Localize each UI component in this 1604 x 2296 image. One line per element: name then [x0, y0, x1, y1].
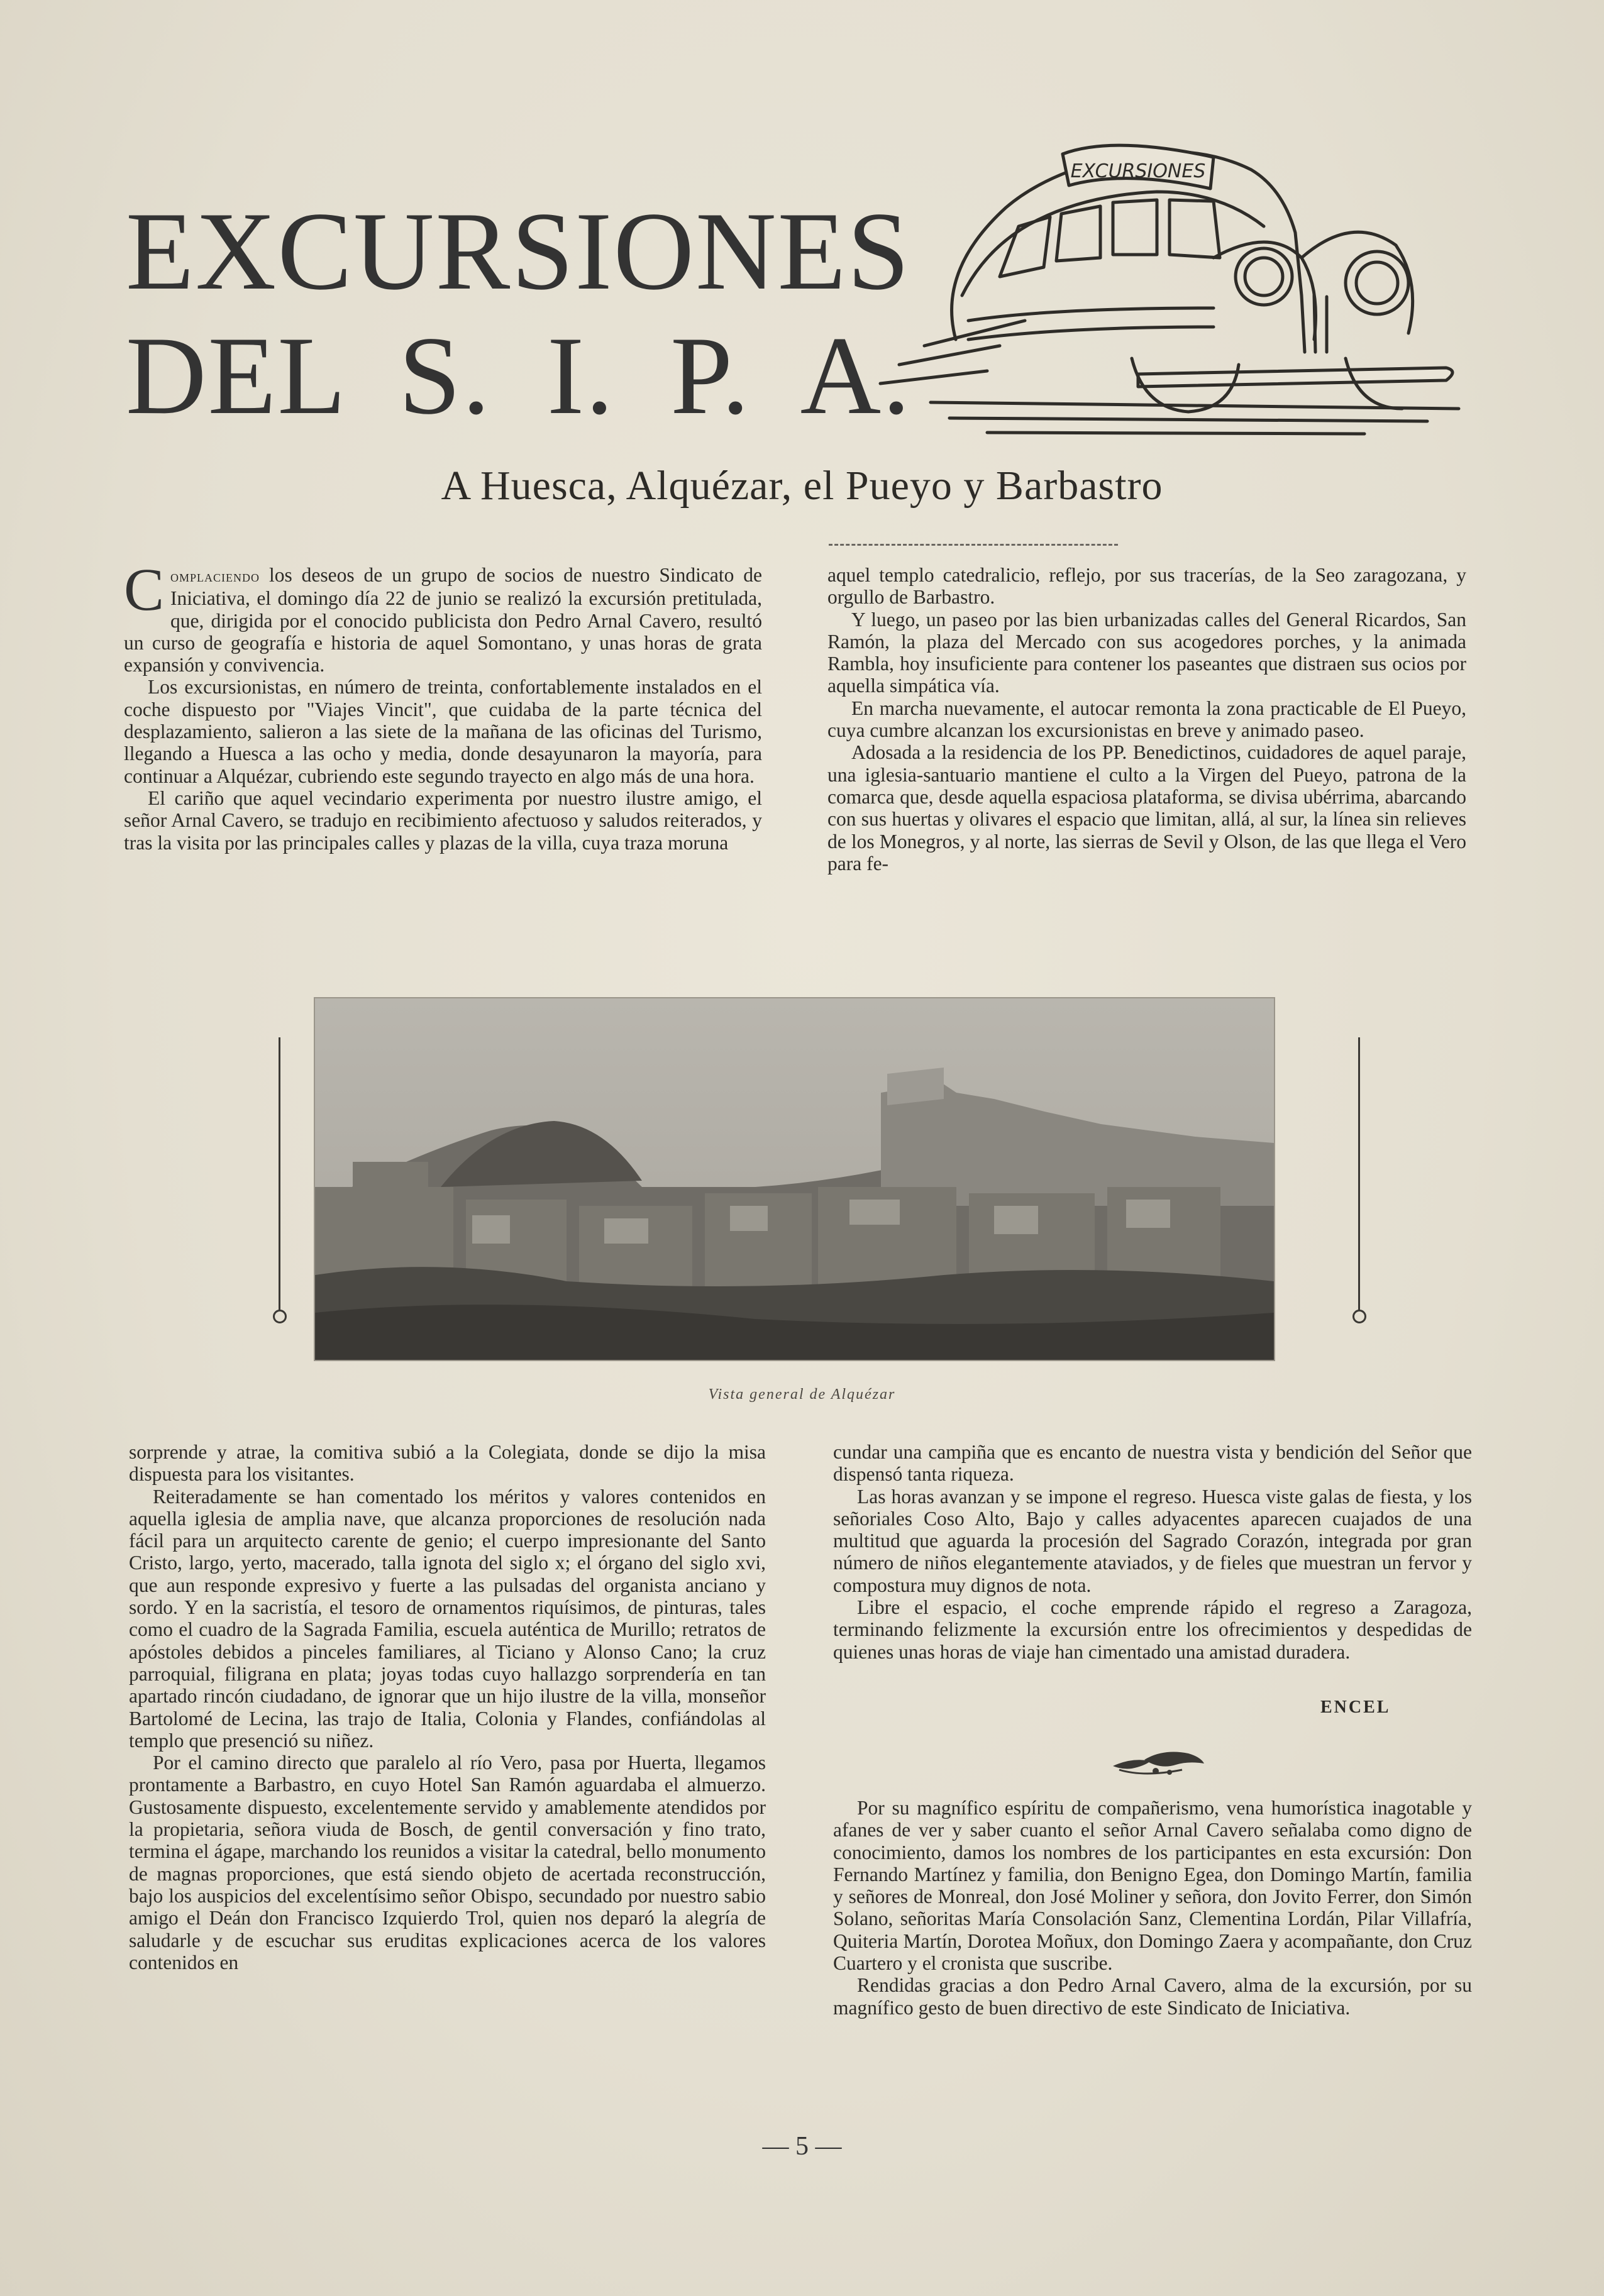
- paragraph: aquel templo catedralicio, reflejo, por sus tracerías, de la Seo zaragozana, y orgullo de Barbastro.: [827, 564, 1466, 609]
- paragraph: Adosada a la residencia de los PP. Benedictinos, cuidadores de aquel paraje, una iglesia-santuario mantiene el culto a la Virgen del Pueyo, patrona de la comarca que, desde aquella espaciosa plataforma, se divisa ubérrima, abarcando con sus huertas y olivares el espacio que limitan, allá, al sur, la línea sin relieves de los Monegros, y al norte, las sierras de Sevil y Olson, de las que llega el Vero para fe-: [827, 741, 1466, 875]
- side-rule-left: [279, 1037, 280, 1311]
- bus-sign-text: EXCURSIONES: [1070, 160, 1206, 182]
- paragraph: Rendidas gracias a don Pedro Arnal Cavero, alma de la excursión, por su magnífico gesto de buen directivo de este Sindicato de Iniciativa.: [833, 1974, 1472, 2019]
- bus-illustration: [861, 132, 1465, 446]
- lead-paragraph: [124, 556, 762, 676]
- side-rule-right-dot: [1352, 1310, 1366, 1323]
- paragraph: Las horas avanzan y se impone el regreso. Huesca viste galas de fiesta, y los señoriales Coso Alto, Bajo y calles adyacentes aparecen cuajados de una multitud que aguarda la procesión del Sagrado Corazón, integrada por gran número de niños elegantemente ataviados, y de fieles que muestran un fervor y compostura muy dignos de nota.: [833, 1485, 1472, 1596]
- article-subtitle: A Huesca, Alquézar, el Pueyo y Barbastro: [441, 463, 1163, 509]
- photo-caption: Vista general de Alquézar: [708, 1386, 896, 1403]
- dashed-rule: [829, 544, 1118, 546]
- paragraph: En marcha nuevamente, el autocar remonta la zona practicable de El Pueyo, cuya cumbre alcanzan los excursionistas en breve y animado paseo.: [827, 697, 1466, 742]
- paragraph: Libre el espacio, el coche emprende rápido el regreso a Zaragoza, terminando felizmente la excursión entre los ofrecimientos y despedidas de quienes unas horas de viaje han cimentado una amistad duradera.: [833, 1596, 1472, 1663]
- paragraph: Los excursionistas, en número de treinta, confortablemente instalados en el coche dispuesto por "Viajes Vincit", que cuidaba de la parte técnica del desplazamiento, salieron a las siete de la mañana de las oficinas del Turismo, llegando a Huesca a las ocho y media, donde desayunaron la mayoría, para continuar a Alquézar, cubriendo este segundo trayecto en algo más de una hora.: [124, 676, 762, 787]
- column-2-bottom: [833, 1441, 1472, 1663]
- title-line-2: DEL S. I. P. A.: [126, 313, 912, 438]
- column-1-top: [124, 556, 762, 854]
- alquezar-photo: [314, 997, 1275, 1361]
- side-rule-right: [1358, 1037, 1360, 1311]
- leaf-ornament-icon: [1107, 1745, 1207, 1782]
- paragraph: Por su magnífico espíritu de compañerismo, vena humorística inagotable y afanes de ver y saber cuanto el señor Arnal Cavero señalaba como digno de conocimiento, damos los nombres de los participantes en esta excursión: Don Fernando Martínez y familia, don Benigno Egea, don Domingo Martín, familia y señores de Monreal, don José Moliner y señora, don Jovito Ferrer, don Simón Solano, señoritas María Consolación Sanz, Clementina Lordán, Pilar Villafría, Quiteria Martín, Dorotea Moñux, don Domingo Zaera y acompañante, don Cruz Cuartero y el cronista que suscribe.: [833, 1797, 1472, 1975]
- column-1-bottom: [129, 1441, 766, 1973]
- paragraph: El cariño que aquel vecindario experimenta por nuestro ilustre amigo, el señor Arnal Cavero, se tradujo en recibimiento afectuoso y saludos reiterados, y tras la visita por las principales calles y plazas de la villa, cuya traza moruna: [124, 786, 762, 854]
- participants-section: [833, 1797, 1472, 2019]
- lead-text: los deseos de un grupo de socios de nuestro Sindicato de Iniciativa, el domingo día 22 de junio se realizó la excursión pretitulada, que, dirigida por el conocido publicista don Pedro Arnal Cavero, resultó un curso de geografía e historia de aquel Somontano, y unas horas de grata expansión y convivencia.: [124, 564, 762, 676]
- paragraph: sorprende y atrae, la comitiva subió a la Colegiata, donde se dijo la misa dispuesta para los visitantes.: [129, 1441, 766, 1486]
- page-number: — 5 —: [762, 2132, 842, 2161]
- drop-cap: C: [124, 556, 165, 623]
- side-rule-left-dot: [273, 1310, 287, 1323]
- paragraph: cundar una campiña que es encanto de nuestra vista y bendición del Señor que dispensó tanta riqueza.: [833, 1441, 1472, 1486]
- article-title: [126, 189, 912, 438]
- paragraph: Y luego, un paseo por las bien urbanizadas calles del General Ricardos, San Ramón, la plaza del Mercado con sus acogedores porches, y la animada Rambla, hoy insuficiente para contener los paseantes que distraen sus ocios por aquella simpática vía.: [827, 608, 1466, 697]
- column-2-top: [827, 564, 1466, 875]
- lead-smallcaps: omplaciendo: [170, 567, 260, 585]
- paragraph: Reiteradamente se han comentado los méritos y valores contenidos en aquella iglesia de amplia nave, que alcanza proporciones de resolución nada fácil para un arquitecto carente de genio; el cuerpo impresionante del Santo Cristo, largo, yerto, macerado, talla ignota del siglo x; el órgano del siglo xvi, que aun responde expresivo y fuerte a las pulsadas del organista anciano y sordo. Y en la sacristía, el tesoro de ornamentos riquísimos, de pinturas, tales como el cuadro de la Sagrada Familia, escuela auténtica de Murillo; retratos de apóstoles debidos a pinceles familiares, al Ticiano y Alonso Cano; la cruz parroquial, filigrana en plata; joyas todas cuyo hallazgo sorprendería en tan apartado rincón ciudadano, de ignorar que un hijo ilustre de la villa, monseñor Bartolomé de Lecina, las trajo de Italia, Colonia y Flandes, confiándolas al templo que presenció su niñez.: [129, 1485, 766, 1752]
- author-signature: ENCEL: [1320, 1697, 1391, 1717]
- paragraph: Por el camino directo que paralelo al río Vero, pasa por Huerta, llegamos prontamente a Barbastro, en cuyo Hotel San Ramón aguardaba el almuerzo. Gustosamente dispuesto, excelentemente servido y amablemente atendidos por la propietaria, señora viuda de Bosch, de gentil conversación y fino trato, termina el ágape, marchando los reunidos a visitar la catedral, bello monumento de magnas proporciones, que está siendo objeto de acertada reconstrucción, bajo los auspicios del excelentísimo señor Obispo, secundado por nuestro sabio amigo el Deán don Francisco Izquierdo Trol, quien nos deparó la alegría de saludarle y de escuchar sus eruditas explicaciones acerca de los valores contenidos en: [129, 1752, 766, 1973]
- title-line-1: EXCURSIONES: [126, 189, 911, 313]
